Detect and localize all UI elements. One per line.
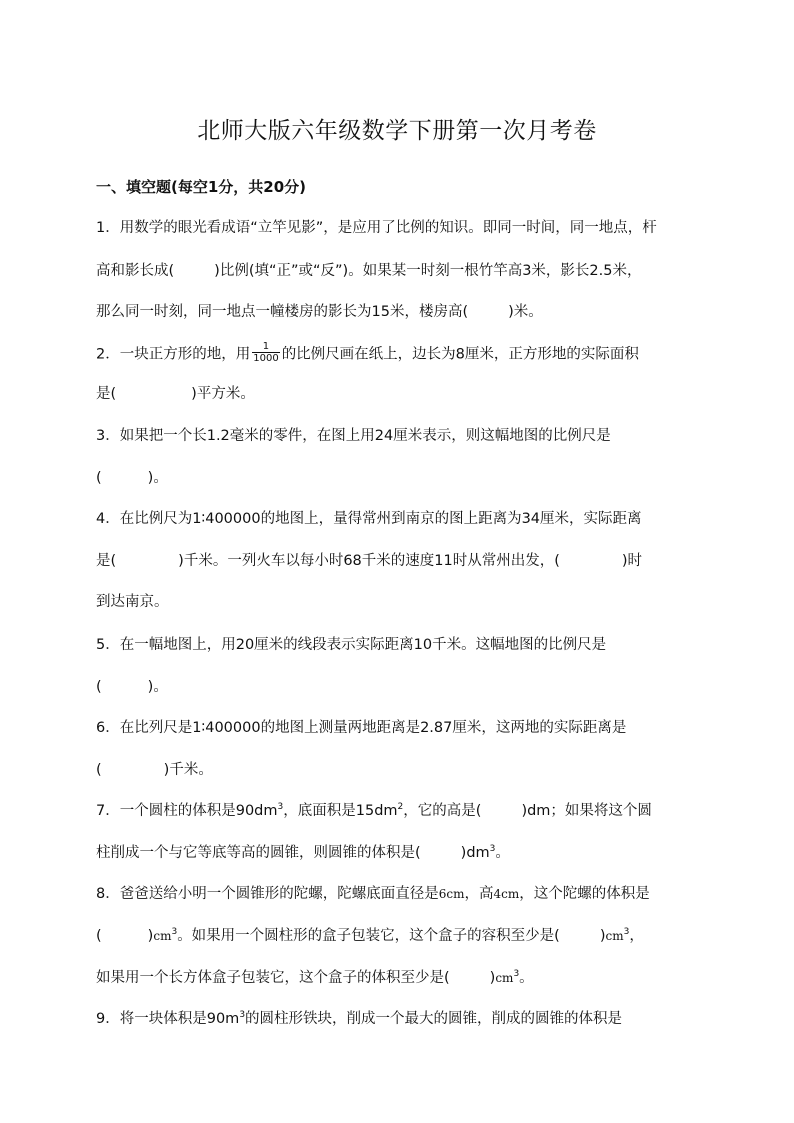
q8-text-b: ，高	[464, 886, 494, 902]
q2-line2	[96, 384, 255, 404]
q1-text-b: )比例(填“正”或“反”)。如果某一时刻一根竹竿高3米，影长2.5米，	[214, 263, 642, 279]
scale-fraction	[252, 341, 279, 364]
q8-text-e: 。如果用一个圆柱形的盒子包装它，这个盒子的容积至少是(	[177, 928, 560, 944]
q8-line1	[96, 884, 650, 904]
q6-text-a: (	[96, 762, 102, 778]
q1-text-c: 那么同一时刻，同一地点一幢楼房的影长为15米，楼房高(	[96, 304, 469, 320]
q8-text-h: 。	[519, 970, 534, 986]
q2-text-b: 的比例尺画在纸上，边长为8厘米，正方形地的实际面积	[281, 346, 639, 363]
q8-text-g: 如果用一个长方体盒子包装它，这个盒子的体积至少是(	[96, 970, 450, 986]
q3-text-a: (	[96, 470, 102, 486]
q7-text-b: ，底面积是15dm	[283, 803, 398, 819]
q5-text-b: )。	[147, 679, 168, 695]
q7-text-d: )dm；如果将这个圆	[521, 803, 652, 819]
q6-text-b: )千米。	[163, 762, 213, 778]
q8-unit-diameter: 6cm	[438, 887, 465, 901]
q3-text-b: )。	[147, 470, 168, 486]
q5-line2	[96, 677, 168, 697]
q6-line1: 6．在比列尺是1∶400000的地图上测量两地距离是2.87厘米，这两地的实际距离是	[96, 720, 627, 736]
q8-sup-a: 3	[171, 927, 178, 938]
q8-text-f: ，	[629, 928, 644, 944]
page-title: 北师大版六年级数学下册第一次月考卷	[197, 118, 597, 144]
q7-line2	[96, 843, 510, 863]
q8-unit-cm3-b: cm	[605, 929, 624, 943]
q1-line1: 1．用数学的眼光看成语“立竿见影”，是应用了比例的知识。即同一时间，同一地点，杆	[96, 220, 657, 236]
q7-text-a: 7．一个圆柱的体积是90dm	[96, 803, 278, 819]
q4-text-a: 是(	[96, 553, 117, 569]
q8-unit-cm3-c: cm	[495, 971, 514, 985]
q4-line1: 4．在比例尺为1∶400000的地图上，量得常州到南京的图上距离为34厘米，实际距离	[96, 511, 642, 527]
q5-text-a: (	[96, 679, 102, 695]
q7-text-f: )dm	[460, 845, 490, 861]
q7-text-e: 柱削成一个与它等底等高的圆锥，则圆锥的体积是(	[96, 845, 421, 861]
fraction-numerator: 1	[252, 341, 279, 353]
q3-line2	[96, 468, 168, 488]
fraction-denominator: 1000	[253, 353, 279, 364]
q7-text-c: ，它的高是(	[403, 803, 482, 819]
q2-line1	[96, 343, 639, 366]
q8-unit-cm3-a: cm	[153, 929, 172, 943]
q7-sup-a: 3	[277, 802, 284, 813]
q5-line1: 5．在一幅地图上，用20厘米的线段表示实际距离10千米。这幅地图的比例尺是	[96, 637, 607, 653]
q6-line2	[96, 760, 213, 780]
q1-text-a: 高和影长成(	[96, 263, 175, 279]
q8-sup-b: 3	[623, 927, 630, 938]
q1-line3	[96, 302, 543, 322]
q8-unit-height: 4cm	[493, 887, 520, 901]
q3-line1: 3．如果把一个长1.2毫米的零件，在图上用24厘米表示，则这幅地图的比例尺是	[96, 428, 611, 444]
q7-text-g: 。	[495, 845, 510, 861]
q1-line2	[96, 261, 641, 281]
q2-text-c: 是(	[96, 386, 117, 402]
q8-sup-c: 3	[513, 969, 520, 980]
q9-text-b: 的圆柱形铁块，削成一个最大的圆锥，削成的圆锥的体积是	[245, 1011, 623, 1027]
q4-line3: 到达南京。	[96, 594, 169, 610]
q4-text-b: )千米。一列火车以每小时68千米的速度11时从常州出发，(	[178, 553, 560, 569]
q4-line2	[96, 551, 642, 571]
q2-text-d: )平方米。	[191, 386, 255, 402]
q8-line3: 如果用一个长方体盒子包装它，这个盒子的体积至少是( )$cm^3$。	[96, 969, 534, 986]
section-heading: 一、填空题(每空1分，共20分)	[96, 178, 307, 196]
q8-text-a: 8．爸爸送给小明一个圆锥形的陀螺，陀螺底面直径是	[96, 886, 439, 902]
q2-text-a: 2．一块正方形的地，用	[96, 346, 251, 363]
q9-text-a: 9．将一块体积是90m	[96, 1011, 240, 1027]
q8-text-c: ，这个陀螺的体积是	[519, 886, 650, 902]
q7-line1	[96, 801, 652, 821]
q8-text-d: (	[96, 928, 102, 944]
q7-sup-b: 2	[397, 802, 404, 813]
q1-text-d: )米。	[508, 304, 543, 320]
q9-line1	[96, 1009, 622, 1029]
q4-text-c: )时	[621, 553, 643, 569]
q8-line2: ( )$cm^3$。如果用一个圆柱形的盒子包装它，这个盒子的容积至少是( )$cm^3$，	[96, 927, 644, 944]
q7-sup-c: 3	[489, 844, 496, 855]
q9-sup: 3	[239, 1010, 246, 1021]
